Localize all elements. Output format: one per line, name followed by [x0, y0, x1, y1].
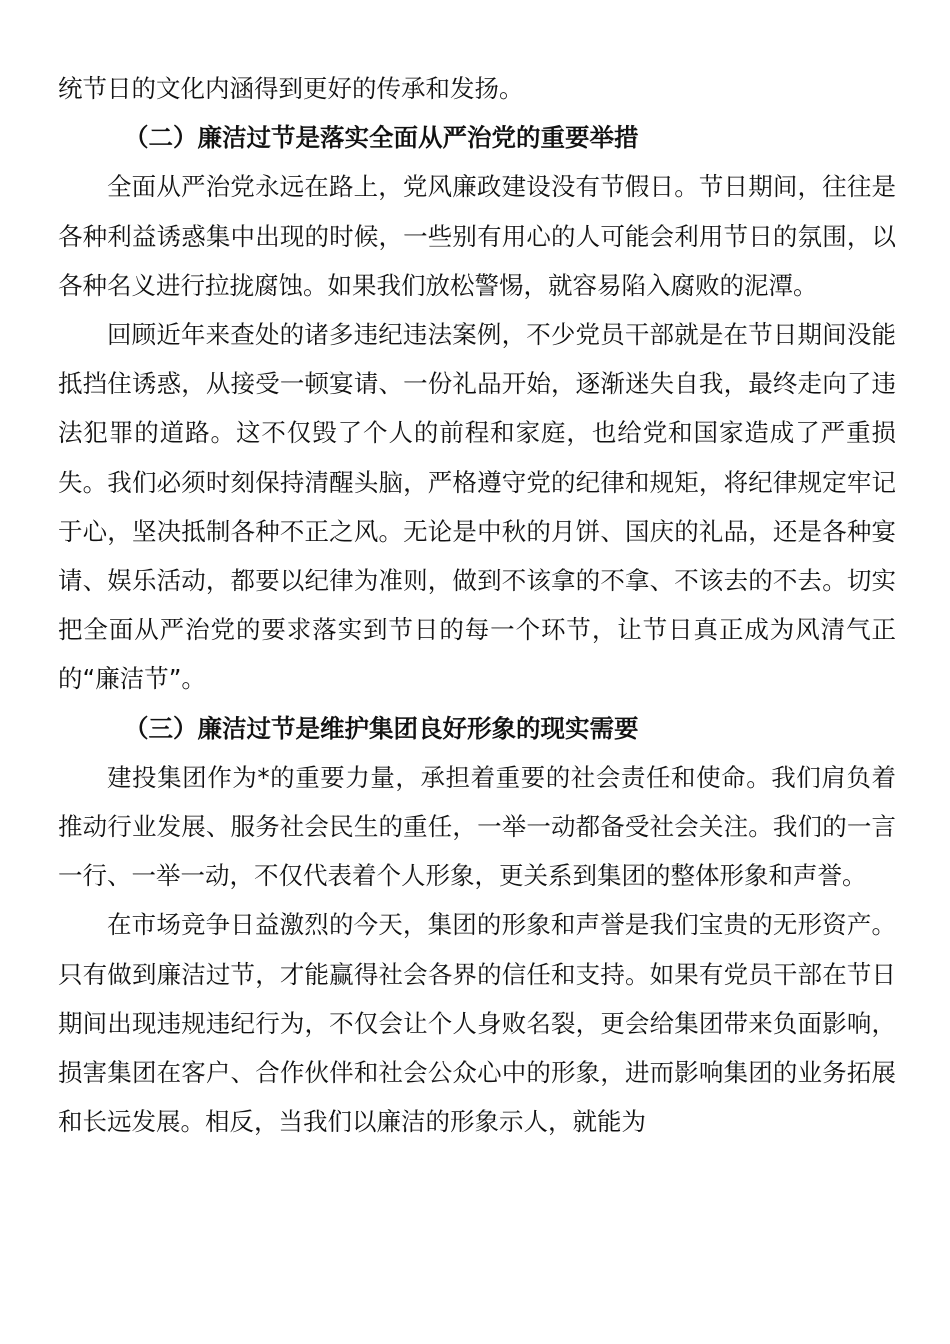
paragraph-continuation: 统节日的文化内涵得到更好的传承和发扬。: [58, 74, 524, 103]
section-heading-3: （三）廉洁过节是维护集团良好形象的现实需要: [124, 713, 639, 743]
paragraph: 在市场竞争日益激烈的今天，集团的形象和声誉是我们宝贵的无形资产。只有做到廉洁过节，才能赢得社会各界的信任和支持。如果有党员干部在节日期间出现违规违纪行为，不仅会让个人身败名裂，更会给集团带来负面影响，损害集团在客户、合作伙伴和社会公众心中的形象，进而影响集团的业务拓展和长远发展。相反，当我们以廉洁的形象示人，就能为: [58, 910, 896, 1137]
paragraph: 全面从严治党永远在路上，党风廉政建设没有节假日。节日期间，往往是各种利益诱惑集中出现的时候，一些别有用心的人可能会利用节日的氛围，以各种名义进行拉拢腐蚀。如果我们放松警惕，就容易陷入腐败的泥潭。: [58, 172, 896, 300]
paragraph: 建投集团作为*的重要力量，承担着重要的社会责任和使命。我们肩负着推动行业发展、服务社会民生的重任，一举一动都备受社会关注。我们的一言一行、一举一动，不仅代表着个人形象，更关系到集团的整体形象和声誉。: [58, 762, 896, 891]
document-page: [58, 64, 896, 1146]
paragraph: 回顾近年来查处的诸多违纪违法案例，不少党员干部就是在节日期间没能抵挡住诱惑，从接受一顿宴请、一份礼品开始，逐渐迷失自我，最终走向了违法犯罪的道路。这不仅毁了个人的前程和家庭，也给党和国家造成了严重损失。我们必须时刻保持清醒头脑，严格遵守党的纪律和规矩，将纪律规定牢记于心，坚决抵制各种不正之风。无论是中秋的月饼、国庆的礼品，还是各种宴请、娱乐活动，都要以纪律为准则，做到不该拿的不拿、不该去的不去。切实把全面从严治党的要求落实到节日的每一个环节，让节日真正成为风清气正的“廉洁节”。: [58, 320, 896, 694]
section-heading-2: （二）廉洁过节是落实全面从严治党的重要举措: [124, 123, 639, 153]
